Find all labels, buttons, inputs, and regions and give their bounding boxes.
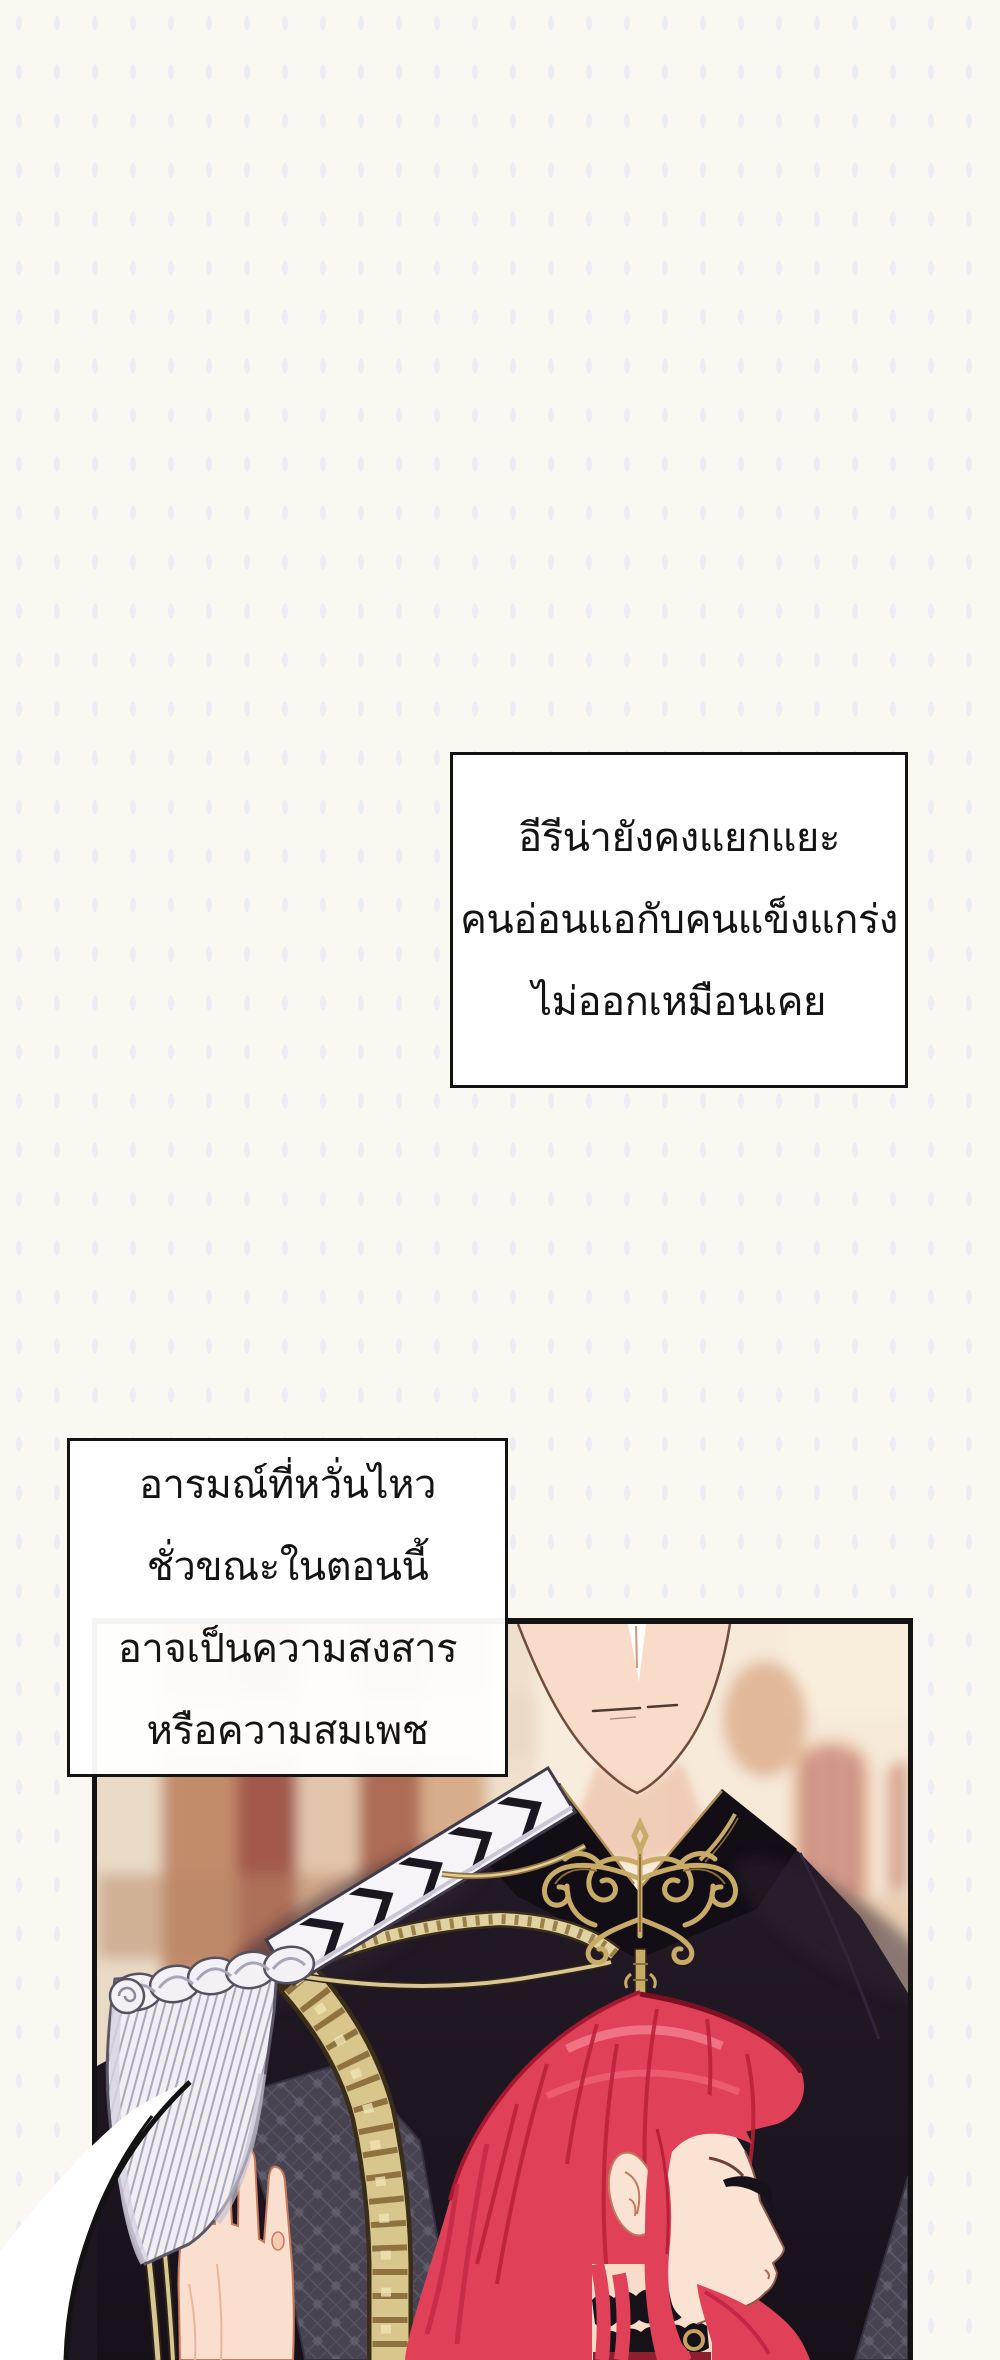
narration-line: ไม่ออกเหมือนเคย: [532, 980, 826, 1024]
speech-bubble-fragment: [0, 2040, 250, 2360]
narration-box-2: [67, 1438, 508, 1777]
narration-line: หรือความสมเพช: [146, 1708, 429, 1753]
narration-box-1-text: [453, 797, 905, 1043]
narration-line: ชั่วขณะในตอนนี้: [146, 1544, 429, 1589]
narration-line: อีรีน่ายังคงแยกแยะ: [518, 816, 840, 860]
choker: [593, 2352, 711, 2360]
narration-line: คนอ่อนแอกับคนแข็งแกร่ง: [460, 898, 898, 942]
narration-box-2-text: [70, 1444, 505, 1772]
narration-line: อาจเป็นความสงสาร: [117, 1626, 458, 1671]
narration-line: อารมณ์ที่หวั่นไหว: [139, 1462, 436, 1507]
narration-box-1: [450, 752, 908, 1088]
